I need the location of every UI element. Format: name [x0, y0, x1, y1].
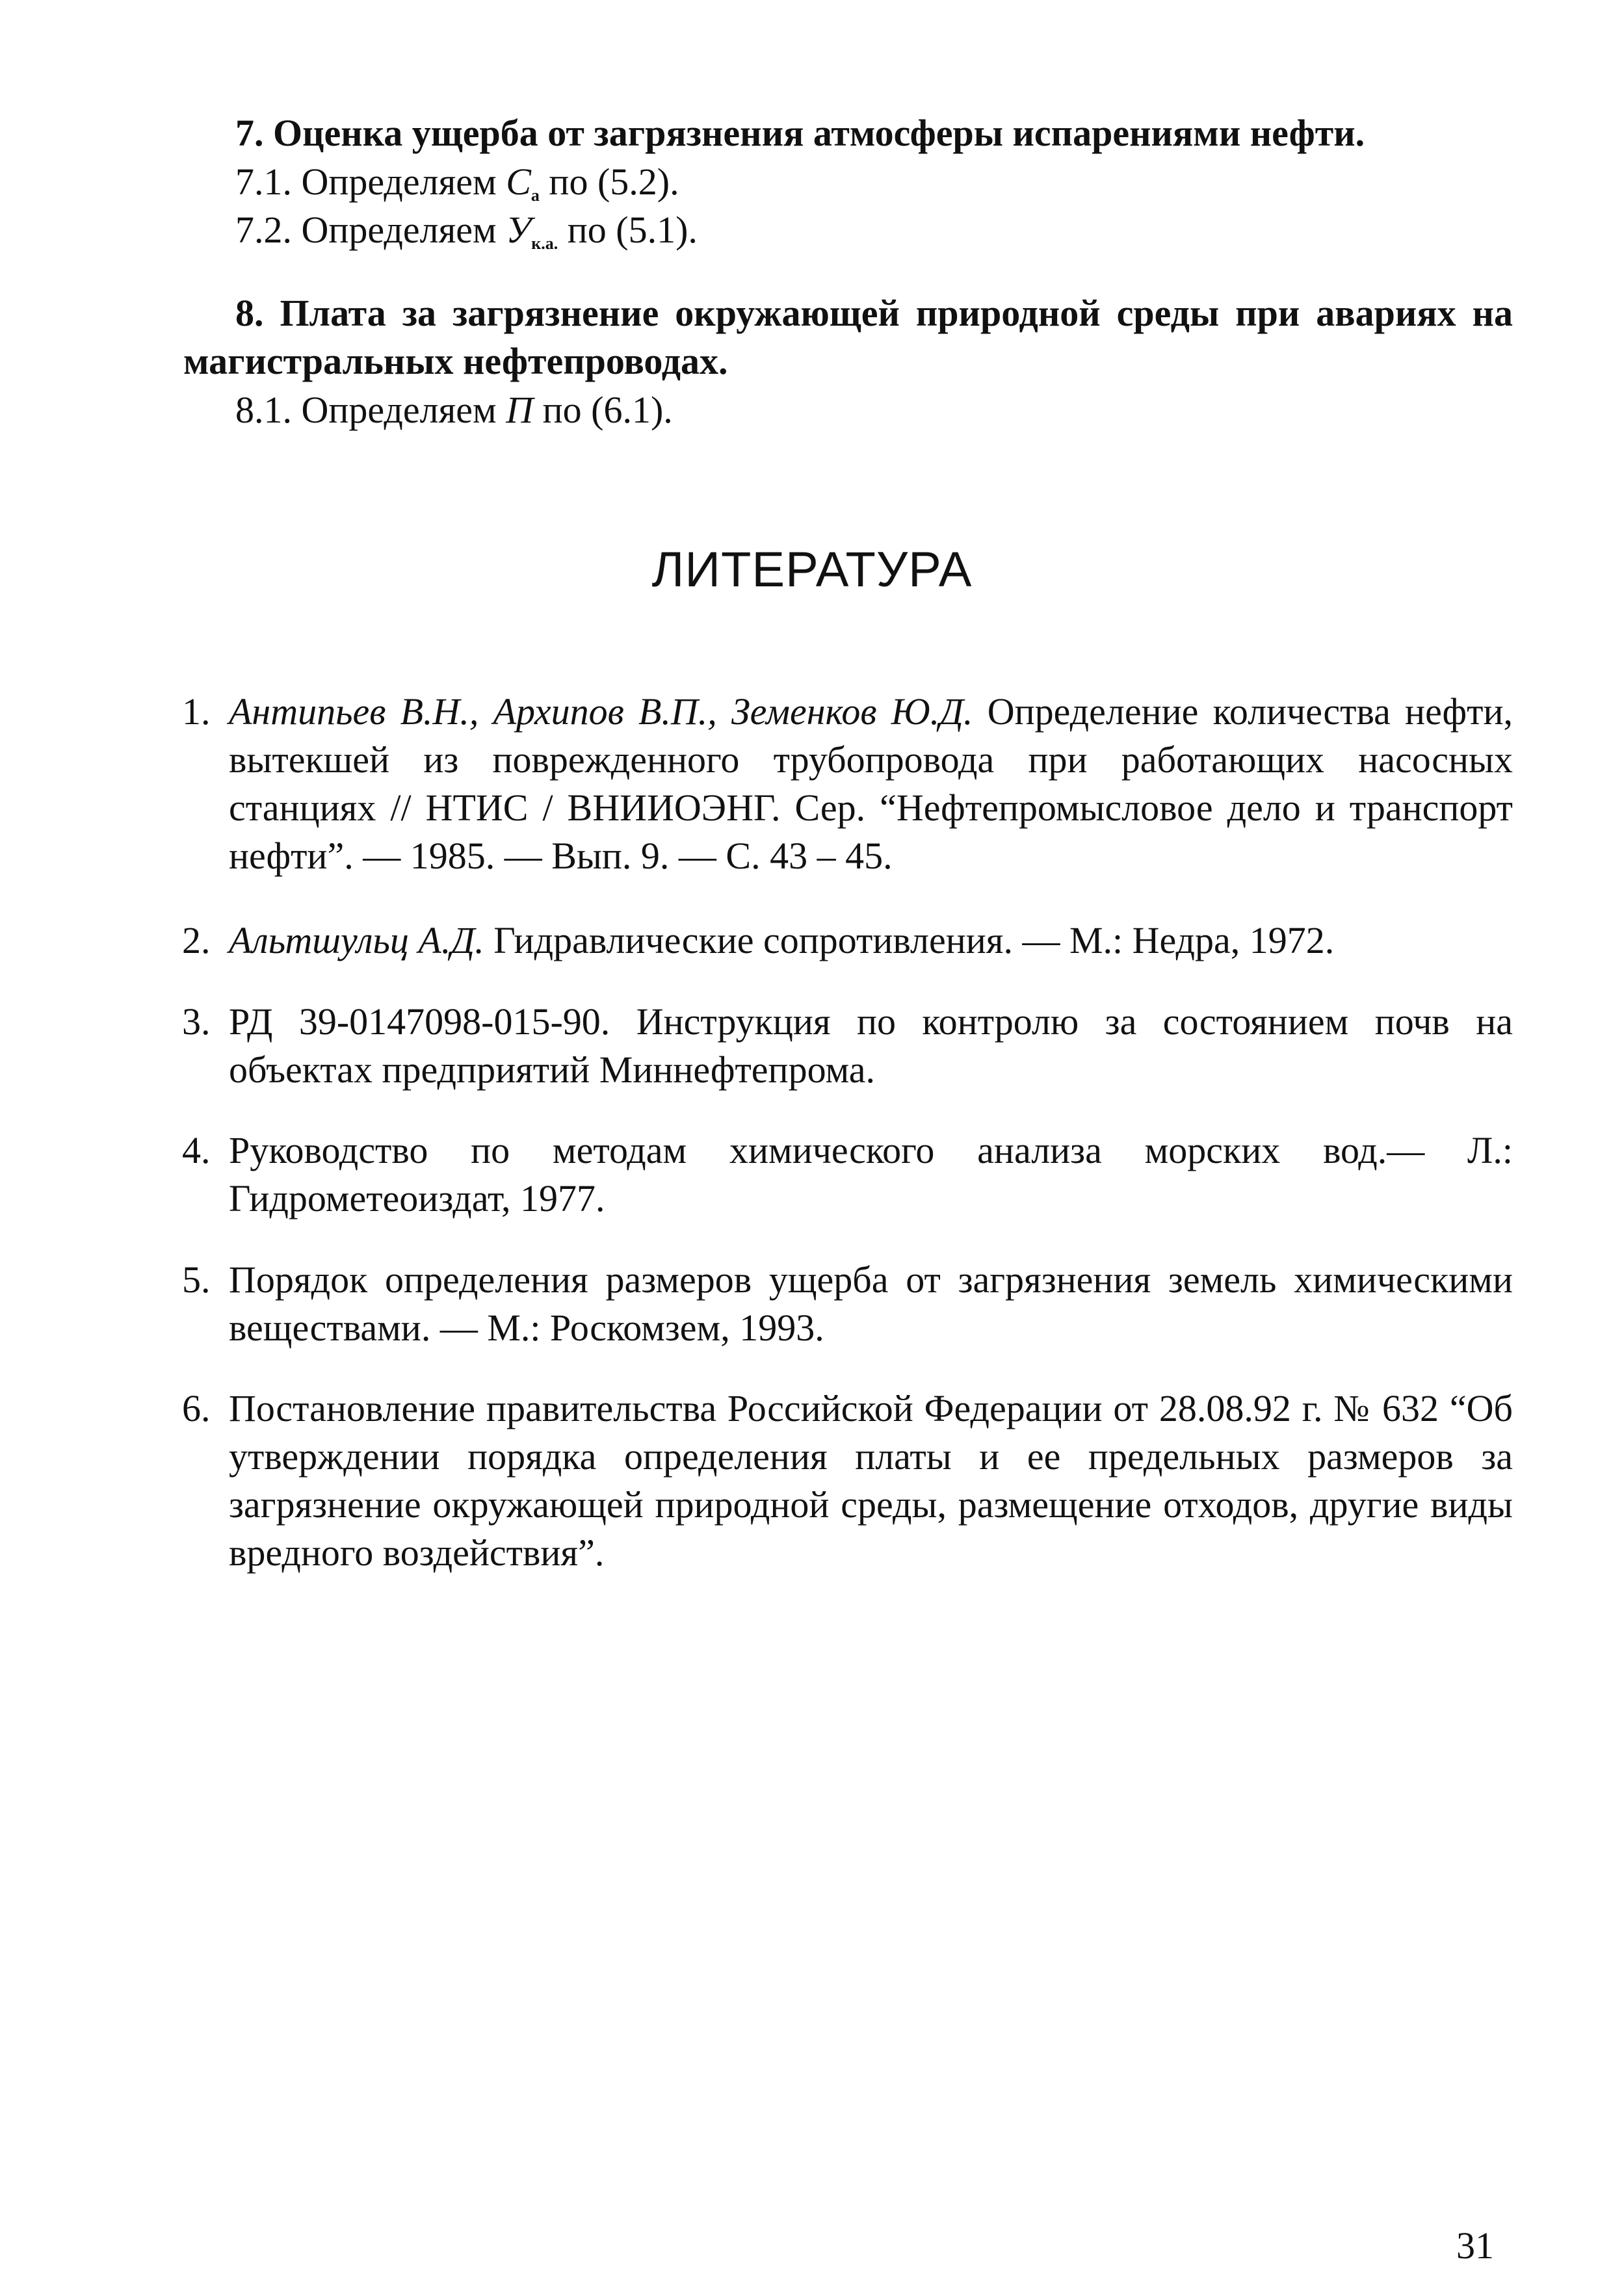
- reference-text: РД 39-0147098-015-90. Инструкция по контролю за состоянием почв на объектах предприятий Миннефтепрома.: [229, 1000, 1513, 1091]
- step-suffix: по (5.2).: [539, 161, 679, 203]
- step-prefix: 8.1. Определяем: [235, 389, 506, 431]
- reference-item: [182, 688, 1513, 880]
- reference-text: Определение количества нефти, вытекшей из поврежденного трубопровода при работающих насосных станциях // НТИС / ВНИИОЭНГ. Сер. “Нефтепромысловое дело и транспорт нефти”. — 1985. — Вып. 9. — С. 43 – 45.: [229, 690, 1513, 877]
- reference-authors: Альтшульц А.Д.: [229, 919, 484, 961]
- reference-item: [182, 1385, 1513, 1577]
- formula-subscript: к.а.: [531, 234, 558, 253]
- reference-text: Гидравлические сопротивления. — М.: Недра, 1972.: [484, 919, 1335, 961]
- section-8-step-1: [235, 386, 673, 434]
- reference-number: 2.: [182, 919, 211, 961]
- reference-number: 5.: [182, 1258, 211, 1301]
- section-7-heading: 7. Оценка ущерба от загрязнения атмосферы испарениями нефти.: [235, 112, 1365, 154]
- reference-item: [182, 1127, 1513, 1223]
- step-prefix: 7.2. Определяем: [235, 209, 506, 251]
- formula-symbol: У: [506, 209, 532, 251]
- literature-title: ЛИТЕРАТУРА: [651, 542, 973, 597]
- reference-authors: Антипьев В.Н., Архипов В.П., Земенков Ю.Д.: [229, 690, 973, 733]
- reference-text: Руководство по методам химического анализа морских вод.— Л.: Гидрометеоиздат, 1977.: [229, 1129, 1513, 1219]
- formula-subscript: a: [530, 186, 540, 205]
- step-prefix: 7.1. Определяем: [235, 161, 506, 203]
- step-suffix: по (5.1).: [558, 209, 698, 251]
- reference-number: 1.: [182, 690, 211, 733]
- section-7-step-2: [235, 206, 698, 268]
- reference-number: 6.: [182, 1387, 211, 1429]
- formula-symbol: C: [506, 161, 531, 203]
- reference-item: [182, 1256, 1513, 1352]
- reference-text: Постановление правительства Российской Федерации от 28.08.92 г. № 632 “Об утверждении порядка определения платы и ее предельных размеров за загрязнение окружающей природной среды, размещение отходов, другие виды вредного воздействия”.: [229, 1387, 1513, 1574]
- reference-number: 3.: [182, 1000, 211, 1043]
- reference-item: [182, 917, 1513, 965]
- reference-item: [182, 998, 1513, 1094]
- reference-number: 4.: [182, 1129, 211, 1171]
- step-suffix: по (6.1).: [533, 389, 673, 431]
- reference-text: Порядок определения размеров ущерба от загрязнения земель химическими веществами. — М.: Роскомзем, 1993.: [229, 1258, 1513, 1349]
- section-8-heading: 8. Плата за загрязнение окружающей природной среды при авариях на магистральных нефтепроводах.: [183, 292, 1513, 382]
- formula-symbol: П: [506, 389, 534, 431]
- page-number: 31: [1456, 2224, 1494, 2267]
